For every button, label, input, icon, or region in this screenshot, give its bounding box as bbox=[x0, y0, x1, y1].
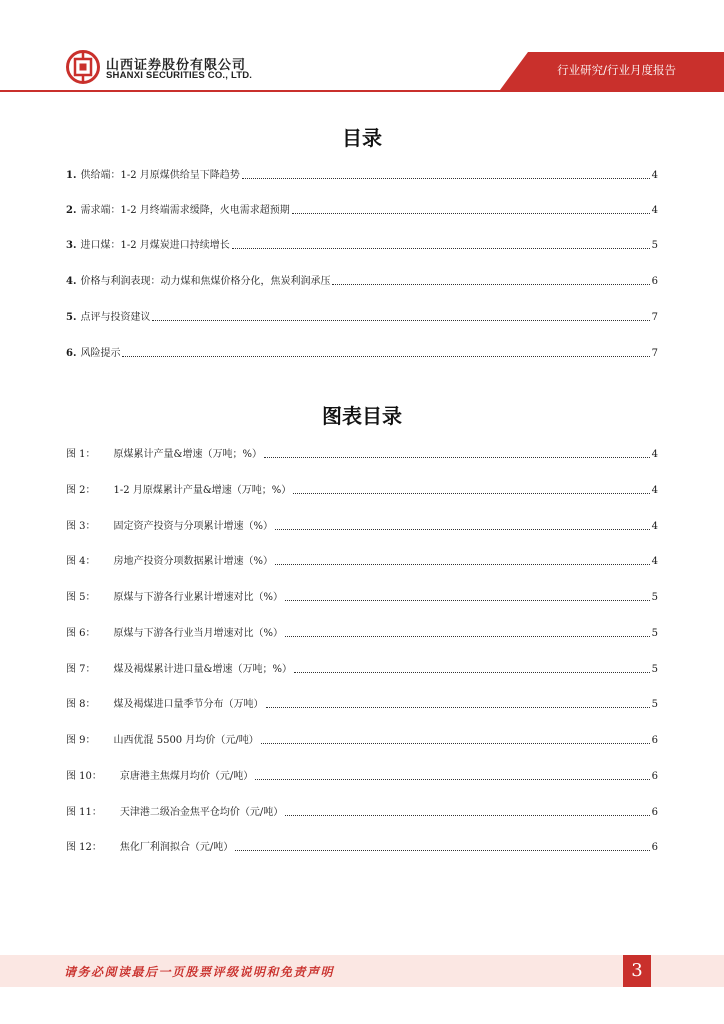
figure-number: 图 6： bbox=[66, 628, 96, 639]
toc-item-number: 1. bbox=[66, 170, 77, 181]
toc-item-page: 4 bbox=[651, 170, 658, 181]
toc-item-label: 点评与投资建议 bbox=[80, 312, 151, 323]
dot-leader bbox=[266, 707, 650, 708]
toc-title: 目录 bbox=[342, 126, 382, 150]
toc-item-number: 2. bbox=[66, 205, 77, 216]
figure-label: 煤及褐煤进口量季节分布（万吨） bbox=[113, 699, 264, 710]
toc-item-page: 7 bbox=[651, 312, 658, 323]
toc-item-page: 5 bbox=[651, 240, 658, 251]
page-number: 3 bbox=[623, 955, 651, 987]
figure-page: 4 bbox=[651, 485, 658, 496]
figure-number: 图 5： bbox=[66, 592, 96, 603]
figure-label: 原煤与下游各行业当月增速对比（%） bbox=[113, 628, 284, 639]
figure-list-item[interactable] bbox=[66, 660, 658, 676]
figure-page: 4 bbox=[651, 449, 658, 460]
figure-page: 6 bbox=[651, 735, 658, 746]
figure-label: 1-2 月原煤累计产量&增速（万吨；%） bbox=[113, 485, 292, 496]
figure-label: 原煤与下游各行业累计增速对比（%） bbox=[113, 592, 284, 603]
toc-item-number: 3. bbox=[66, 240, 77, 251]
figure-page: 6 bbox=[651, 771, 658, 782]
shanxi-securities-logo-icon bbox=[66, 50, 100, 84]
company-name-en: SHANXI SECURITIES CO., LTD. bbox=[106, 70, 253, 81]
figure-list-title: 图表目录 bbox=[322, 404, 402, 428]
figure-page: 5 bbox=[651, 592, 658, 603]
toc-item[interactable] bbox=[66, 272, 658, 288]
toc-item-page: 6 bbox=[651, 276, 658, 287]
toc-item[interactable] bbox=[66, 201, 658, 217]
footer-disclaimer: 请务必阅读最后一页股票评级说明和免责声明 bbox=[64, 965, 335, 979]
figure-page: 4 bbox=[651, 521, 658, 532]
figure-label: 天津港二级冶金焦平仓均价（元/吨） bbox=[119, 807, 284, 818]
toc-item-number: 4. bbox=[66, 276, 77, 287]
figure-label: 焦化厂利润拟合（元/吨） bbox=[119, 842, 234, 853]
figure-label: 山西优混 5500 月均价（元/吨） bbox=[113, 735, 259, 746]
page-header bbox=[0, 0, 724, 100]
figure-label: 固定资产投资与分项累计增速（%） bbox=[113, 521, 274, 532]
dot-leader bbox=[264, 457, 650, 458]
dot-leader bbox=[285, 815, 649, 816]
toc-item-number: 6. bbox=[66, 348, 77, 359]
figure-list-item[interactable] bbox=[66, 767, 658, 783]
toc-item[interactable] bbox=[66, 166, 658, 182]
figure-list-item[interactable] bbox=[66, 624, 658, 640]
toc-item-number: 5. bbox=[66, 312, 77, 323]
figure-list-item[interactable] bbox=[66, 838, 658, 854]
figure-page: 5 bbox=[651, 664, 658, 675]
toc-item[interactable] bbox=[66, 308, 658, 324]
dot-leader bbox=[275, 529, 650, 530]
figure-label: 煤及褐煤累计进口量&增速（万吨；%） bbox=[113, 664, 292, 675]
figure-number: 图 8： bbox=[66, 699, 96, 710]
figure-number: 图 4： bbox=[66, 556, 96, 567]
figure-list-item[interactable] bbox=[66, 588, 658, 604]
company-name-cn: 山西证券股份有限公司 bbox=[106, 58, 247, 73]
dot-leader bbox=[235, 850, 649, 851]
dot-leader bbox=[285, 600, 650, 601]
figure-number: 图 7： bbox=[66, 664, 96, 675]
dot-leader bbox=[332, 284, 649, 285]
figure-label: 房地产投资分项数据累计增速（%） bbox=[113, 556, 274, 567]
toc-item-page: 7 bbox=[651, 348, 658, 359]
dot-leader bbox=[261, 743, 650, 744]
figure-number: 图 9： bbox=[66, 735, 96, 746]
figure-list-item[interactable] bbox=[66, 481, 658, 497]
figure-number: 图 1： bbox=[66, 449, 96, 460]
toc-item-label: 价格与利润表现：动力煤和焦煤价格分化，焦炭利润承压 bbox=[80, 276, 331, 287]
toc-item-label: 需求端：1-2 月终端需求缓降，火电需求超预期 bbox=[80, 205, 290, 216]
figure-number: 图 2： bbox=[66, 485, 96, 496]
toc-item[interactable] bbox=[66, 236, 658, 252]
figure-number: 图 11： bbox=[66, 807, 102, 818]
figure-list-item[interactable] bbox=[66, 695, 658, 711]
dot-leader bbox=[232, 248, 650, 249]
toc-item-label: 风险提示 bbox=[80, 348, 121, 359]
toc-item-label: 供给端：1-2 月原煤供给呈下降趋势 bbox=[80, 170, 240, 181]
figure-number: 图 10： bbox=[66, 771, 102, 782]
figure-list-item[interactable] bbox=[66, 731, 658, 747]
header-divider bbox=[0, 90, 724, 92]
figure-list-item[interactable] bbox=[66, 517, 658, 533]
dot-leader bbox=[293, 493, 649, 494]
dot-leader bbox=[292, 213, 650, 214]
dot-leader bbox=[275, 564, 650, 565]
dot-leader bbox=[255, 779, 649, 780]
figure-page: 5 bbox=[651, 628, 658, 639]
figure-number: 图 12： bbox=[66, 842, 102, 853]
report-category: 行业研究/行业月度报告 bbox=[557, 63, 676, 77]
figure-page: 6 bbox=[651, 807, 658, 818]
toc-item-page: 4 bbox=[651, 205, 658, 216]
dot-leader bbox=[152, 320, 649, 321]
figure-page: 4 bbox=[651, 556, 658, 567]
figure-page: 5 bbox=[651, 699, 658, 710]
figure-list-item[interactable] bbox=[66, 803, 658, 819]
figure-list-item[interactable] bbox=[66, 445, 658, 461]
toc-item[interactable] bbox=[66, 344, 658, 360]
figure-label: 京唐港主焦煤月均价（元/吨） bbox=[119, 771, 254, 782]
toc-item-label: 进口煤：1-2 月煤炭进口持续增长 bbox=[80, 240, 230, 251]
dot-leader bbox=[294, 672, 650, 673]
dot-leader bbox=[285, 636, 650, 637]
dot-leader bbox=[122, 356, 649, 357]
dot-leader bbox=[242, 178, 650, 179]
figure-list-item[interactable] bbox=[66, 552, 658, 568]
figure-number: 图 3： bbox=[66, 521, 96, 532]
figure-page: 6 bbox=[651, 842, 658, 853]
figure-label: 原煤累计产量&增速（万吨；%） bbox=[113, 449, 262, 460]
